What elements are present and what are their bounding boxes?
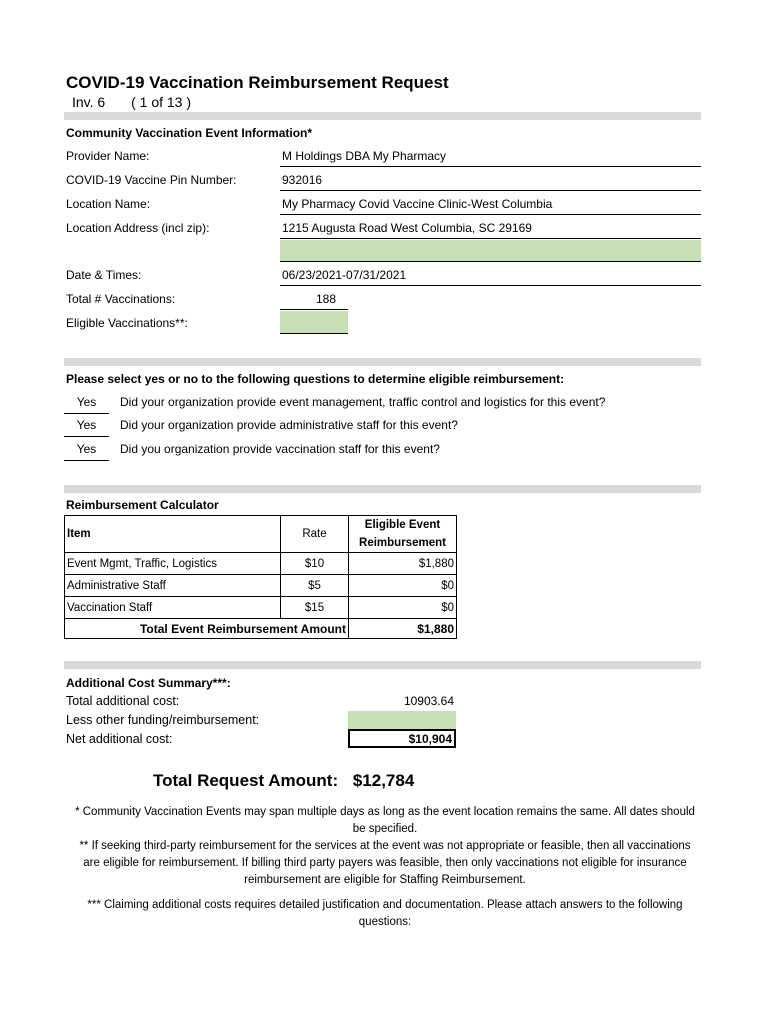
additional-cost-heading: Additional Cost Summary***: xyxy=(66,676,231,690)
total-reimbursement-value: $1,880 xyxy=(349,619,457,639)
total-reimbursement-label: Total Event Reimbursement Amount xyxy=(65,619,349,639)
section-band xyxy=(64,661,701,669)
total-additional-label: Total additional cost: xyxy=(66,694,180,708)
dates-label: Date & Times: xyxy=(66,268,142,282)
total-request-label: Total Request Amount: xyxy=(153,771,339,790)
question-1-text: Did your organization provide event management, traffic control and logistics for this event? xyxy=(120,395,606,409)
event-info-heading: Community Vaccination Event Information* xyxy=(66,126,313,140)
total-additional-value[interactable]: 10903.64 xyxy=(403,694,454,708)
invoice-line xyxy=(72,94,191,110)
page-count: ( 1 of 13 ) xyxy=(131,94,192,110)
col-item-header: Item xyxy=(65,516,281,553)
col-eligible-header-line2: Reimbursement xyxy=(359,537,446,549)
less-funding-field[interactable] xyxy=(348,711,456,729)
question-1-answer[interactable]: Yes xyxy=(64,392,109,414)
page-title: COVID-19 Vaccination Reimbursement Request xyxy=(66,73,449,92)
question-3-text: Did you organization provide vaccination staff for this event? xyxy=(120,442,440,456)
row-amount: $0 xyxy=(349,597,457,619)
footnote-2: ** If seeking third-party reimbursement for the services at the event was not appropriate or feasible, then all vaccinations are eligible for reimbursement. If billing third party payers was feasible, then only vaccinations not eligible for insurance reimbursement are eligible for Staffing Reimbursement. xyxy=(79,840,691,886)
eligible-vaccinations-label: Eligible Vaccinations**: xyxy=(66,316,188,330)
total-vaccinations-label: Total # Vaccinations: xyxy=(66,292,176,306)
row-amount: $1,880 xyxy=(349,553,457,575)
location-field[interactable]: My Pharmacy Covid Vaccine Clinic-West Columbia xyxy=(280,193,701,215)
table-row xyxy=(65,553,457,575)
dates-field[interactable]: 06/23/2021-07/31/2021 xyxy=(280,264,701,286)
footnote-1: * Community Vaccination Events may span multiple days as long as the event location remains the same. All dates should be specified. xyxy=(75,806,695,835)
eligible-vaccinations-field[interactable] xyxy=(280,311,348,334)
address-label: Location Address (incl zip): xyxy=(66,221,210,235)
table-header-row xyxy=(65,516,457,553)
reimbursement-table xyxy=(64,515,457,639)
row-item: Event Mgmt, Traffic, Logistics xyxy=(65,553,281,575)
less-funding-label: Less other funding/reimbursement: xyxy=(66,713,260,727)
pin-field[interactable]: 932016 xyxy=(280,169,701,191)
invoice-number: Inv. 6 xyxy=(72,94,106,110)
table-total-row xyxy=(65,619,457,639)
net-additional-label: Net additional cost: xyxy=(66,732,173,746)
table-row xyxy=(65,597,457,619)
row-rate: $5 xyxy=(281,575,349,597)
total-vaccinations-field[interactable]: 188 xyxy=(280,288,348,310)
address-field[interactable]: 1215 Augusta Road West Columbia, SC 29169 xyxy=(280,217,701,239)
section-band xyxy=(64,112,701,120)
footnote-3: *** Claiming additional costs requires detailed justification and documentation. Please attach answers to the following questions: xyxy=(87,899,683,928)
row-rate: $10 xyxy=(281,553,349,575)
question-2-text: Did your organization provide administrative staff for this event? xyxy=(120,418,458,432)
address-line2-field[interactable] xyxy=(280,240,701,262)
question-3-answer[interactable]: Yes xyxy=(64,439,109,461)
row-rate: $15 xyxy=(281,597,349,619)
location-label: Location Name: xyxy=(66,197,151,211)
col-eligible-header xyxy=(349,516,457,553)
section-band xyxy=(64,485,701,493)
row-item: Vaccination Staff xyxy=(65,597,281,619)
section-band xyxy=(64,358,701,366)
row-amount: $0 xyxy=(349,575,457,597)
row-item: Administrative Staff xyxy=(65,575,281,597)
col-rate-header: Rate xyxy=(281,516,349,553)
net-additional-value: $10,904 xyxy=(348,729,456,748)
provider-field[interactable]: M Holdings DBA My Pharmacy xyxy=(280,145,701,167)
calculator-heading: Reimbursement Calculator xyxy=(66,498,219,512)
total-request xyxy=(153,771,414,791)
table-row xyxy=(65,575,457,597)
provider-label: Provider Name: xyxy=(66,149,150,163)
question-2-answer[interactable]: Yes xyxy=(64,415,109,437)
pin-label: COVID-19 Vaccine Pin Number: xyxy=(66,173,237,187)
col-eligible-header-line1: Eligible Event xyxy=(364,519,441,531)
questions-heading: Please select yes or no to the following questions to determine eligible reimbursement: xyxy=(66,372,565,386)
total-request-value: $12,784 xyxy=(352,771,415,790)
